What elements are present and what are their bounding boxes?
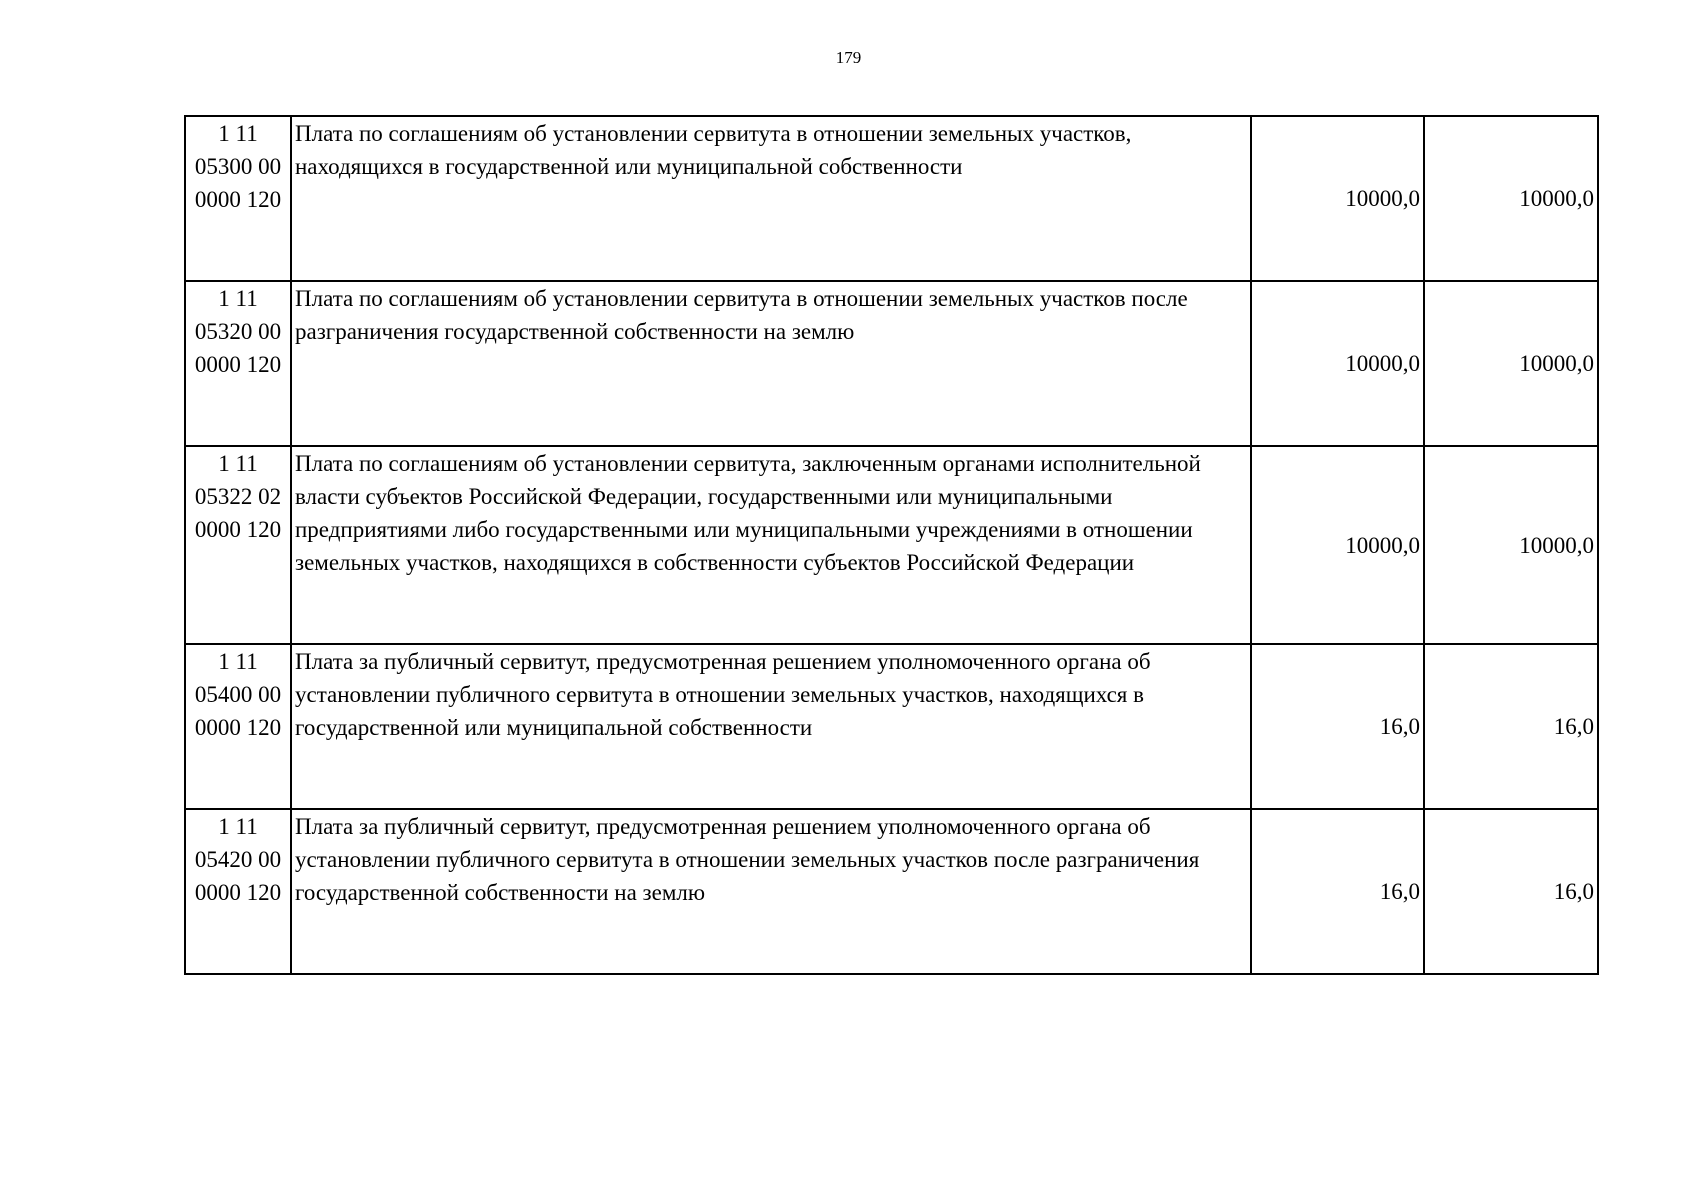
table-row bbox=[185, 281, 1598, 446]
amount-cell-1: 10000,0 bbox=[1251, 116, 1424, 281]
budget-code-line: 05400 00 bbox=[194, 682, 282, 707]
table-row bbox=[185, 809, 1598, 974]
budget-code-line: 1 11 bbox=[218, 121, 258, 146]
budget-code-line: 1 11 bbox=[218, 451, 258, 476]
budget-code-line: 0000 120 bbox=[194, 880, 282, 905]
budget-code-line: 05300 00 bbox=[194, 154, 282, 179]
revenue-name-cell: Плата за публичный сервитут, предусмотренная решением уполномоченного органа об установлении публичного сервитута в отношении земельных участков, находящихся в государственной или муниципальной собственности bbox=[291, 644, 1251, 809]
budget-code-line: 1 11 bbox=[218, 814, 258, 839]
table-row bbox=[185, 644, 1598, 809]
amount-cell-2: 16,0 bbox=[1424, 809, 1598, 974]
budget-code-line: 0000 120 bbox=[194, 352, 282, 377]
amount-cell-2: 10000,0 bbox=[1424, 281, 1598, 446]
budget-code-cell bbox=[185, 809, 291, 974]
budget-code-line: 0000 120 bbox=[194, 517, 282, 542]
revenue-table bbox=[184, 115, 1599, 975]
revenue-name-cell: Плата по соглашениям об установлении сервитута в отношении земельных участков, находящихся в государственной или муниципальной собственности bbox=[291, 116, 1251, 281]
amount-cell-2: 10000,0 bbox=[1424, 116, 1598, 281]
budget-code-cell bbox=[185, 644, 291, 809]
table-row bbox=[185, 116, 1598, 281]
amount-cell-1: 10000,0 bbox=[1251, 281, 1424, 446]
budget-code-cell bbox=[185, 446, 291, 644]
budget-code-cell bbox=[185, 281, 291, 446]
revenue-name-cell: Плата по соглашениям об установлении сервитута в отношении земельных участков после разграничения государственной собственности на землю bbox=[291, 281, 1251, 446]
amount-cell-1: 16,0 bbox=[1251, 644, 1424, 809]
budget-code-line: 05420 00 bbox=[194, 847, 282, 872]
budget-code-line: 0000 120 bbox=[194, 715, 282, 740]
revenue-name-cell: Плата за публичный сервитут, предусмотренная решением уполномоченного органа об установлении публичного сервитута в отношении земельных участков после разграничения государственной собственности на землю bbox=[291, 809, 1251, 974]
revenue-name-cell: Плата по соглашениям об установлении сервитута, заключенным органами исполнительной власти субъектов Российской Федерации, государственными или муниципальными предприятиями либо государственными или муниципальными учреждениями в отношении земельных участков, находящихся в собственности субъектов Российской Федерации bbox=[291, 446, 1251, 644]
amount-cell-1: 10000,0 bbox=[1251, 446, 1424, 644]
amount-cell-2: 10000,0 bbox=[1424, 446, 1598, 644]
table-row bbox=[185, 446, 1598, 644]
page-number: 179 bbox=[835, 48, 862, 67]
amount-cell-2: 16,0 bbox=[1424, 644, 1598, 809]
budget-code-line: 0000 120 bbox=[194, 187, 282, 212]
budget-code-line: 1 11 bbox=[218, 286, 258, 311]
budget-code-line: 05322 02 bbox=[194, 484, 282, 509]
amount-cell-1: 16,0 bbox=[1251, 809, 1424, 974]
budget-code-line: 1 11 bbox=[218, 649, 258, 674]
budget-code-cell bbox=[185, 116, 291, 281]
budget-code-line: 05320 00 bbox=[194, 319, 282, 344]
